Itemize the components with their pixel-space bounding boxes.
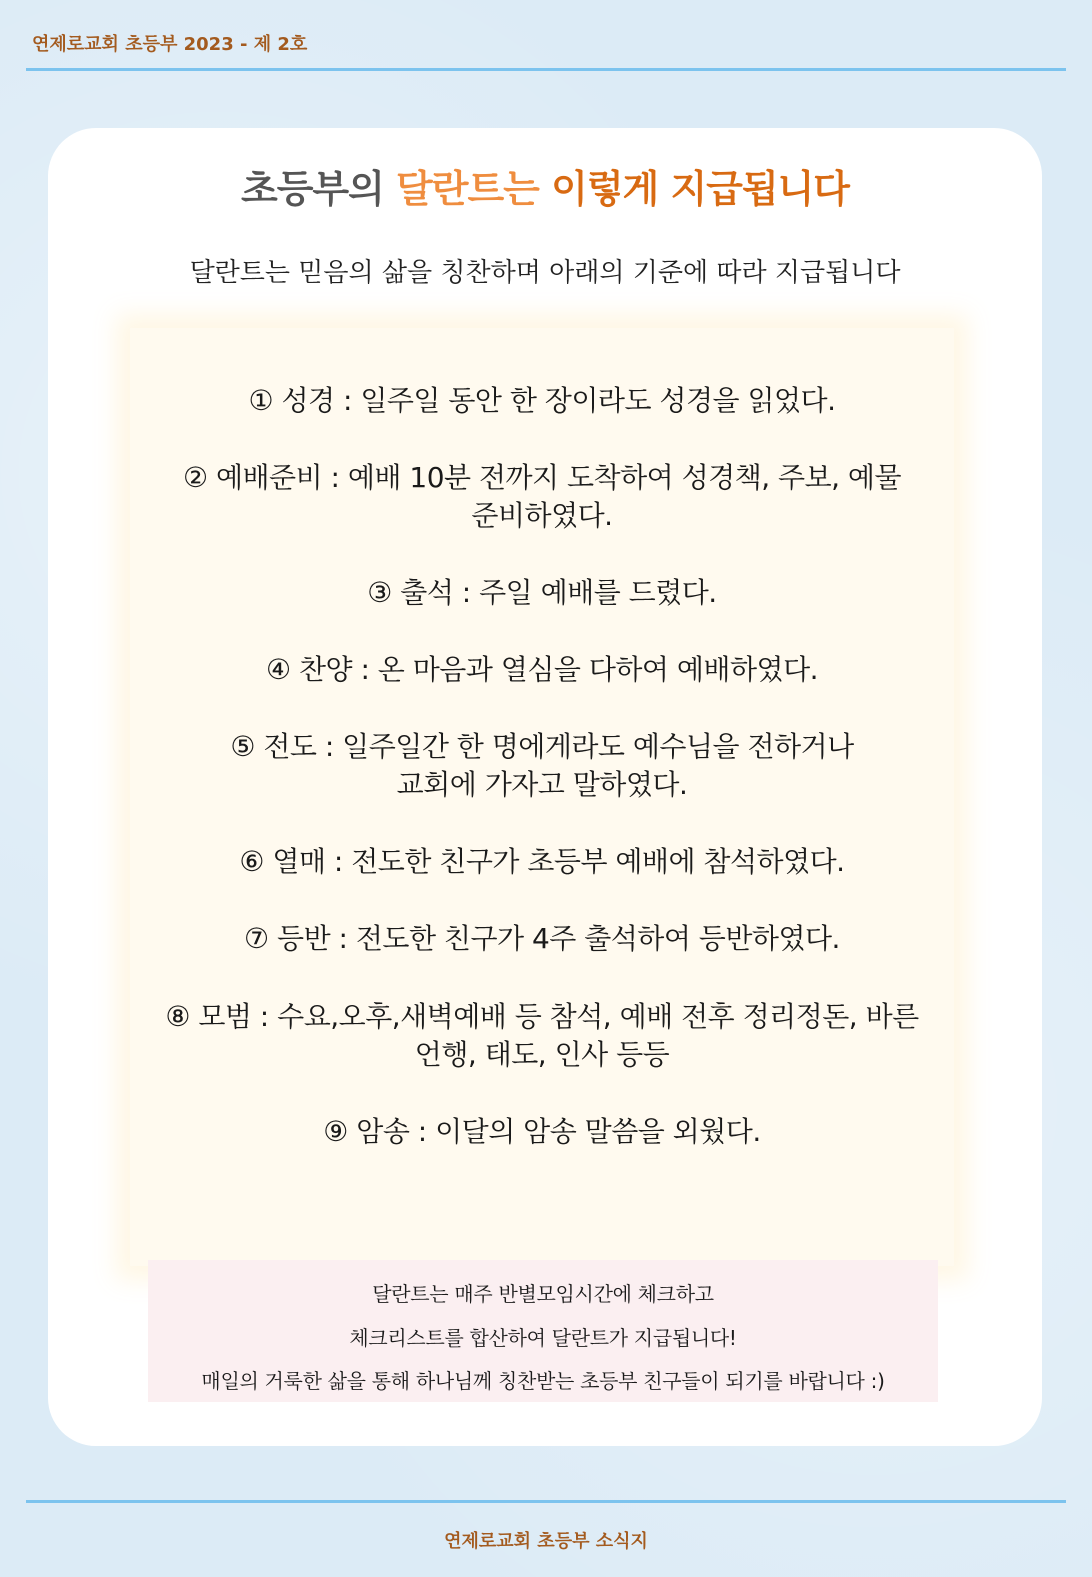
note-line-1: 달란트는 매주 반별모임시간에 체크하고 <box>372 1282 714 1306</box>
rule-item-evangelism-cont: 교회에 가자고 말하였다. <box>396 768 688 801</box>
note-box <box>148 1260 938 1402</box>
rule-item-preparation-cont: 준비하였다. <box>471 499 613 532</box>
rule-item-promotion: ⑦ 등반 : 전도한 친구가 4주 출석하여 등반하였다. <box>244 922 840 955</box>
rule-item-praise: ④ 찬양 : 온 마음과 열심을 다하여 예배하였다. <box>265 653 819 686</box>
newsletter-header: 연제로교회 초등부 2023 - 제 2호 <box>32 34 308 55</box>
newsletter-footer: 연제로교회 초등부 소식지 <box>444 1531 648 1552</box>
rule-item-bible: ① 성경 : 일주일 동안 한 장이라도 성경을 읽었다. <box>248 384 836 417</box>
title-part-2: 달란트는 <box>396 167 552 211</box>
page-subtitle: 달란트는 믿음의 삶을 칭찬하며 아래의 기준에 따라 지급됩니다 <box>189 258 901 288</box>
page-title <box>48 158 1042 213</box>
note-line-3: 매일의 거룩한 삶을 통해 하나님께 칭찬받는 초등부 친구들이 되기를 바랍니다 :) <box>201 1369 885 1393</box>
content-card <box>48 128 1042 1446</box>
header-divider <box>26 68 1066 71</box>
rules-box <box>130 328 954 1266</box>
rule-item-preparation: ② 예배준비 : 예배 10분 전까지 도착하여 성경책, 주보, 예물 <box>182 461 902 494</box>
footer-divider <box>26 1500 1066 1503</box>
title-part-1: 초등부의 <box>240 167 397 211</box>
title-part-3: 이렇게 지급됩니다 <box>551 167 850 211</box>
rule-item-memorization: ⑨ 암송 : 이달의 암송 말씀을 외웠다. <box>323 1115 761 1148</box>
rule-item-model-cont: 언행, 태도, 인사 등등 <box>414 1038 670 1071</box>
rule-item-attendance: ③ 출석 : 주일 예배를 드렸다. <box>367 576 717 609</box>
rule-item-model: ⑧ 모범 : 수요,오후,새벽예배 등 참석, 예배 전후 정리정돈, 바른 <box>165 1000 919 1033</box>
rule-item-fruit: ⑥ 열매 : 전도한 친구가 초등부 예배에 참석하였다. <box>239 845 845 878</box>
note-line-2: 체크리스트를 합산하여 달란트가 지급됩니다! <box>349 1326 737 1350</box>
rule-item-evangelism: ⑤ 전도 : 일주일간 한 명에게라도 예수님을 전하거나 <box>230 730 854 763</box>
